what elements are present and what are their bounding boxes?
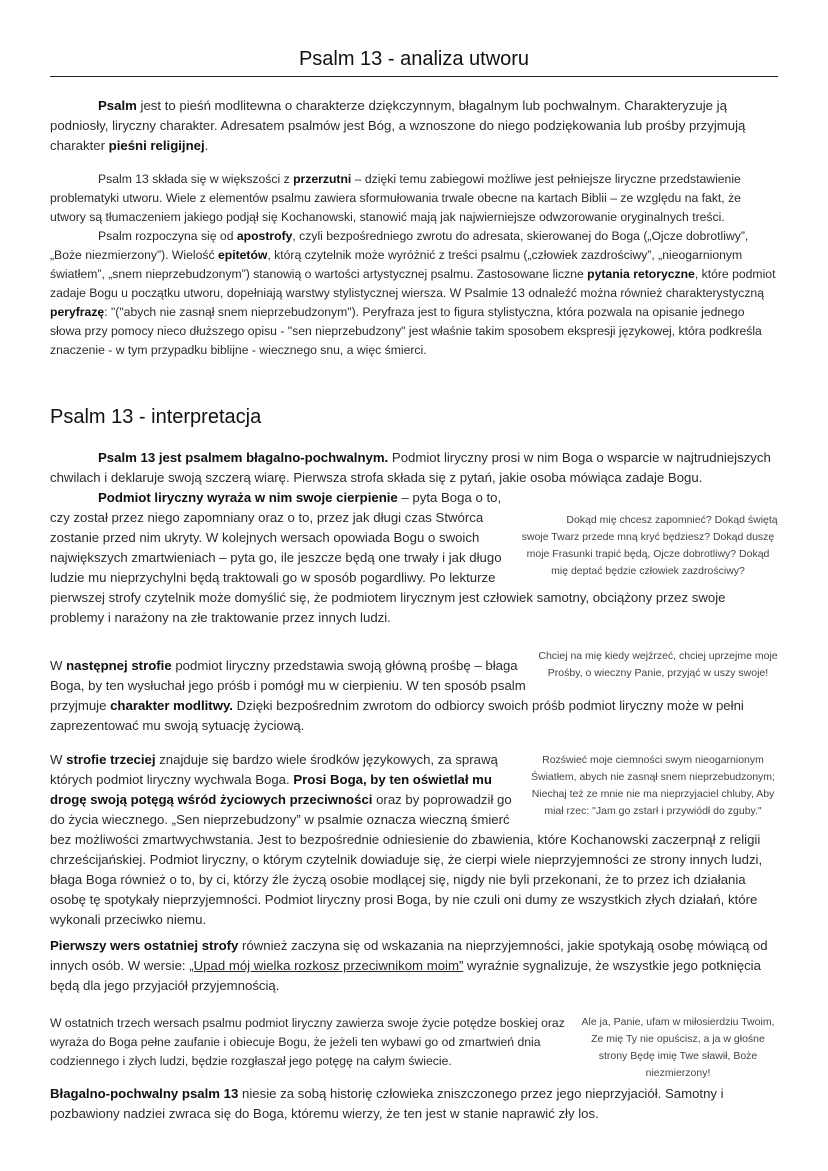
term-religious-song: pieśni religijnej bbox=[108, 138, 205, 153]
analysis-section bbox=[50, 170, 778, 360]
interp-conclusion: Błagalno-pochwalny psalm 13 niesie za sobą historię człowieka zniszczonego przez jego nieprzyjaciół. Samotny i pozbawiony nadziei zwraca się do Boga, któremu wierzy, że ten jest w stanie naprawić zły los. bbox=[50, 1086, 724, 1121]
interpretation-heading: Psalm 13 - interpretacja bbox=[50, 406, 262, 428]
interpretation-intro bbox=[50, 448, 778, 628]
interp-paragraph-6: Ale ja, Panie, ufam w miłosierdziu Twoim, Ze mię Ty nie opuścisz, a ja w głośne strony Będę imię Twe sławił, Boże niezmierzony! W ostatnich trzech wersach psalmu podmiot liryczny zawierza swoje życie potędze boskiej oraz wyraża do Boga pełne zaufanie i obiecuje Bogu, że jeżeli ten wybawi go od zmartwień dnia codziennego i złych ludzi, będzie rozgłaszał jego potęgę na całym świecie. bbox=[50, 1014, 778, 1086]
title-divider bbox=[50, 76, 778, 77]
analysis-paragraph-2: Psalm rozpoczyna się od apostrofy, czyli bezpośredniego zwrotu do adresata, skierowanej do Boga („Ojcze dobrotliwy”, „Boże niezmierzony”). Wielość epitetów, którą czytelnik może wyróżnić z treści psalmu („człowiek zazdrościwy”, „nieogarnionym światłem”, „snem nieprzebudzonym”) stanowią o wartości artystycznej psalmu. Zastosowane liczne pytania retoryczne, które podmiot zadaje Bogu u początku utworu, dopełniają warstwy stylistycznej wiersza. W Psalmie 13 odnaleźć można również charakterystyczną peryfrazę: "("abych nie zasnął snem nieprzebudzonym"). Peryfraza jest to figura stylistyczna, która pozwala na opisanie jednego słowa przy pomocy nieco dłuższego opisu - "sen nieprzebudzony" jest właśnie takim sposobem ekspresji językowej, która podkreśla znaczenie - w tym przypadku biblijne - wiecznego snu, a więc śmierci. bbox=[50, 229, 776, 357]
intro-paragraph: Psalm jest to pieśń modlitewna o charakterze dziękczynnym, błagalnym lub pochwalnym. Charakteryzuje ją podniosły, liryczny charakter. Adresatem psalmów jest Bóg, a wznoszone do niego podziękowania lub prośby przyjmują charakter pieśni religijnej. bbox=[50, 98, 746, 153]
interp-paragraph-3: Chciej na mię kiedy wejźrzeć, chciej uprzejme moje Prośby, o wieczny Panie, przyjąć w uszy swoje! W następnej strofie podmiot liryczny przedstawia swoją główną prośbę – błaga Boga, by ten wysłuchał jego próśb i pomógł mu w cierpieniu. W ten sposób psalm przyjmuje charakter modlitwy. Dzięki bezpośrednim zwrotom do odbiorcy swoich próśb podmiot liryczny może w pełni zaprezentować mu swoją sytuację życiową. bbox=[50, 650, 778, 733]
page-title: Psalm 13 - analiza utworu bbox=[298, 48, 530, 70]
quote-stanza-3: Rozświeć moje ciemności swym nieogarnionym Światłem, abych nie zasnął snem nieprzebudzonym; Niechaj też ze mnie nie ma nieprzyjaciel chluby, Aby miał rzec: "Jam go zstarł i przywiódł do zguby." bbox=[531, 754, 775, 817]
quote-stanza-1: Dokąd mię chcesz zapomnieć? Dokąd świętą swoje Twarz przede mną kryć będziesz? Dokąd duszę moje Frasunki trapić będą, Ojcze dobrotliwy? Dokąd mię deptać będzie człowiek zazdrościwy? bbox=[521, 514, 778, 577]
term-psalm: Psalm bbox=[98, 98, 137, 113]
interp-paragraph-2: Podmiot liryczny wyraża w nim swoje cierpienie Dokąd mię chcesz zapomnieć? Dokąd świętą swoje Twarz przede mną kryć będziesz? Dokąd duszę moje Frasunki trapić będą, Ojcze dobrotliwy? Dokąd mię deptać będzie człowiek zazdrościwy? – pyta Boga o to, czy został przez niego zapomniany oraz o to, przez jak długi czas Stwórca zostanie przed nim ukryty. W kolejnych wersach opowiada Bogu o swoich największych zmartwieniach – pyta go, ile jeszcze będą one trwały i jak długo ludzie mu nieprzychylni będą traktowali go w sposób pogardliwy. Po lekturze pierwszej strofy czytelnik może domyślić się, że podmiotem lirycznym jest człowiek samotny, obciążony przez swoje problemy i narażony na złe traktowanie przez innych ludzi. bbox=[50, 490, 778, 625]
quote-stanza-2: Chciej na mię kiedy wejźrzeć, chciej uprzejme moje Prośby, o wieczny Panie, przyjąć w uszy swoje! bbox=[538, 650, 778, 679]
analysis-paragraph-1: Psalm 13 składa się w większości z przerzutni – dzięki temu zabiegowi możliwe jest pełniejsze liryczne przedstawienie problematyki utworu. Wiele z elementów psalmu zawiera sformułowania trwale obecne na kartach Biblii – ze względu na fakt, że utwory są tłumaczeniem jakiego podjął się Kochanowski, stanowić mają jak najwierniejsze odwzorowanie oryginalnych treści. bbox=[50, 172, 741, 224]
quote-stanza-4: Ale ja, Panie, ufam w miłosierdziu Twoim, Ze mię Ty nie opuścisz, a ja w głośne strony Będę imię Twe sławił, Boże niezmierzony! bbox=[581, 1016, 775, 1079]
interp-paragraph-5: Pierwszy wers ostatniej strofy również zaczyna się od wskazania na nieprzyjemności, jakie spotykają osobę mówiącą od innych osób. W wersie: „Upad mój wielka rozkosz przeciwnikom moim” wyraźnie sygnalizuje, że wszystkie jego potknięcia będą dla jego przyjaciół przyjemnością. bbox=[50, 938, 768, 993]
interp-paragraph-4: Rozświeć moje ciemności swym nieogarnionym Światłem, abych nie zasnął snem nieprzebudzonym; Niechaj też ze mnie nie ma nieprzyjaciel chluby, Aby miał rzec: "Jam go zstarł i przywiódł do zguby." W strofie trzeciej znajduje się bardzo wiele środków językowych, za sprawą których podmiot liryczny wychwala Boga. Prosi Boga, by ten oświetlał mu drogę swoją potęgą wśród życiowych przeciwności oraz by poprowadził go do życia wiecznego. „Sen nieprzebudzony” w psalmie oznacza wieczną śmierć bez możliwości zmartwychwstania. Jest to bezpośrednie odniesienie do zbawienia, które Kochanowski zaczerpnął z religii chrześcijańskiej. Podmiot liryczny, o którym czytelnik dowiaduje się, że cierpi wiele nieprzyjemności ze strony innych ludzi, błaga Boga również o to, by ci, którzy źle życzą osobie modlącej się, nigdy nie byli przekonani, że to przez ich działania osobę tę spotykały nieprzyjemności. Podmiot liryczny prosi Boga, by nie czuli oni dumy ze wszystkich złych działań, które wykonali przeciwko niemu. bbox=[50, 750, 778, 930]
interp-paragraph-1: Psalm 13 jest psalmem błagalno-pochwalnym. Podmiot liryczny prosi w nim Boga o wsparcie w najtrudniejszych chwilach i deklaruje swoją szczerą wiarę. Pierwsza strofa składa się z pytań, jakie osoba mówiąca zadaje Bogu. bbox=[50, 450, 771, 485]
